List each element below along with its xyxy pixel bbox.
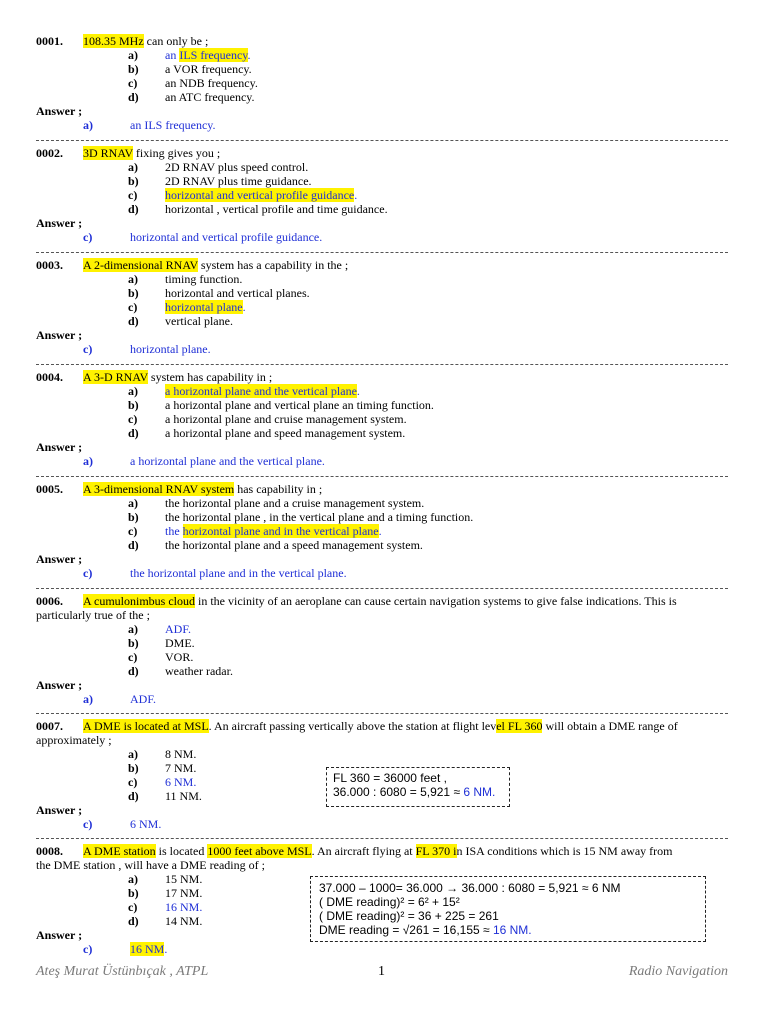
option-text: 2D RNAV plus speed control. — [165, 160, 309, 174]
option-text: an ILS frequency. — [165, 48, 251, 62]
question-text: A 3-D RNAV system has capability in ; — [83, 370, 273, 384]
option-text: a horizontal plane and speed management system. — [165, 426, 406, 440]
option-text: an ATC frequency. — [165, 90, 255, 104]
option-label: a) — [128, 747, 138, 761]
option-label: a) — [128, 48, 138, 62]
answer-text: horizontal plane. — [130, 342, 211, 356]
option-label: c) — [128, 188, 138, 202]
answer-text: the horizontal plane and in the vertical plane. — [130, 566, 347, 580]
calculation-box — [310, 876, 706, 942]
option-text: 8 NM. — [165, 747, 197, 761]
option-text: the horizontal plane , in the vertical plane and a timing function. — [165, 510, 474, 524]
option-text: a horizontal plane and vertical plane an timing function. — [165, 398, 434, 412]
question-text: 3D RNAV fixing gives you ; — [83, 146, 221, 160]
option-text: a VOR frequency. — [165, 62, 252, 76]
answer-text: 16 NM. — [130, 942, 168, 956]
answer-title: Answer ; — [36, 803, 83, 817]
answer-label: c) — [83, 230, 93, 244]
question-number: 0007. — [36, 719, 63, 733]
option-label: d) — [128, 789, 139, 803]
option-label: b) — [128, 174, 139, 188]
option-label: a) — [128, 272, 138, 286]
calc-line: ( DME reading)² = 36 + 225 = 261 — [319, 909, 499, 923]
option-text: the horizontal plane and a cruise management system. — [165, 496, 425, 510]
question-text-continued: particularly true of the ; — [36, 608, 150, 622]
answer-label: c) — [83, 342, 93, 356]
separator — [36, 588, 728, 589]
option-label: d) — [128, 90, 139, 104]
option-text: 16 NM. — [165, 900, 203, 914]
option-text: the horizontal plane and in the vertical plane. — [165, 524, 382, 538]
question-number: 0004. — [36, 370, 63, 384]
option-text: DME. — [165, 636, 195, 650]
option-text: the horizontal plane and a speed management system. — [165, 538, 423, 552]
footer-subject: Radio Navigation — [628, 964, 728, 979]
calc-line: ( DME reading)² = 6² + 15² — [319, 895, 460, 909]
option-label: c) — [128, 412, 138, 426]
answer-title: Answer ; — [36, 552, 83, 566]
option-text: a horizontal plane and the vertical plane. — [165, 384, 360, 398]
option-label: c) — [128, 775, 138, 789]
separator — [36, 476, 728, 477]
separator — [36, 252, 728, 253]
answer-label: c) — [83, 817, 93, 831]
option-text: 17 NM. — [165, 886, 203, 900]
option-text: ADF. — [165, 622, 192, 636]
option-label: d) — [128, 914, 139, 928]
option-label: a) — [128, 872, 138, 886]
question-text: A DME is located at MSL. An aircraft passing vertically above the station at flight level FL 360 will obtain a DME range of — [83, 719, 678, 733]
option-text: horizontal and vertical planes. — [165, 286, 310, 300]
footer-author: Ateş Murat Üstünbıçak , ATPL — [36, 964, 209, 979]
option-label: b) — [128, 510, 139, 524]
separator — [36, 140, 728, 141]
answer-label: a) — [83, 692, 93, 706]
option-text: 2D RNAV plus time guidance. — [165, 174, 312, 188]
separator — [36, 838, 728, 839]
answer-text: an ILS frequency. — [130, 118, 216, 132]
answer-title: Answer ; — [36, 104, 83, 118]
option-label: c) — [128, 76, 138, 90]
calc-line: 37.000 – 1000= 36.000 → 36.000 : 6080 = 5,921 ≈ 6 NM — [319, 881, 621, 895]
calculation-box — [326, 767, 510, 807]
answer-label: c) — [83, 942, 93, 956]
separator — [36, 713, 728, 714]
option-text: 14 NM. — [165, 914, 203, 928]
answer-title: Answer ; — [36, 440, 83, 454]
answer-title: Answer ; — [36, 928, 83, 942]
page-number: 1 — [378, 964, 385, 979]
separator — [36, 364, 728, 365]
answer-title: Answer ; — [36, 328, 83, 342]
calc-line: FL 360 = 36000 feet , — [333, 771, 447, 785]
option-label: d) — [128, 664, 139, 678]
question-text-continued: approximately ; — [36, 733, 112, 747]
question-number: 0001. — [36, 34, 63, 48]
option-label: c) — [128, 900, 138, 914]
answer-text: a horizontal plane and the vertical plane. — [130, 454, 325, 468]
answer-title: Answer ; — [36, 216, 83, 230]
answer-text: 6 NM. — [130, 817, 162, 831]
calc-line: DME reading = √261 = 16,155 ≈ 16 NM. — [319, 923, 532, 937]
option-text: 7 NM. — [165, 761, 197, 775]
answer-label: c) — [83, 566, 93, 580]
answer-text: horizontal and vertical profile guidance. — [130, 230, 323, 244]
option-label: b) — [128, 886, 139, 900]
question-text-continued: the DME station , will have a DME reading of ; — [36, 858, 265, 872]
option-label: b) — [128, 286, 139, 300]
option-label: a) — [128, 384, 138, 398]
option-text: a horizontal plane and cruise management system. — [165, 412, 407, 426]
option-label: d) — [128, 538, 139, 552]
option-label: d) — [128, 426, 139, 440]
option-label: a) — [128, 160, 138, 174]
option-label: a) — [128, 496, 138, 510]
option-label: b) — [128, 761, 139, 775]
option-label: a) — [128, 622, 138, 636]
option-text: VOR. — [165, 650, 194, 664]
option-label: d) — [128, 314, 139, 328]
option-label: b) — [128, 398, 139, 412]
question-text: 108.35 MHz can only be ; — [83, 34, 209, 48]
option-text: 6 NM. — [165, 775, 197, 789]
question-text: A 3-dimensional RNAV system has capability in ; — [83, 482, 323, 496]
option-label: c) — [128, 650, 138, 664]
option-label: c) — [128, 524, 138, 538]
option-label: b) — [128, 62, 139, 76]
option-text: weather radar. — [165, 664, 233, 678]
question-number: 0003. — [36, 258, 63, 272]
option-text: horizontal plane. — [165, 300, 246, 314]
option-label: c) — [128, 300, 138, 314]
calc-line: 36.000 : 6080 = 5,921 ≈ 6 NM. — [333, 785, 496, 799]
option-text: horizontal , vertical profile and time guidance. — [165, 202, 388, 216]
question-number: 0005. — [36, 482, 63, 496]
option-label: b) — [128, 636, 139, 650]
answer-label: a) — [83, 118, 93, 132]
question-number: 0006. — [36, 594, 63, 608]
option-text: an NDB frequency. — [165, 76, 258, 90]
option-text: horizontal and vertical profile guidance. — [165, 188, 358, 202]
answer-text: ADF. — [130, 692, 157, 706]
option-text: 11 NM. — [165, 789, 202, 803]
question-text: A DME station is located 1000 feet above MSL. An aircraft flying at FL 370 in ISA conditions which is 15 NM away from — [83, 844, 673, 858]
question-number: 0008. — [36, 844, 63, 858]
option-text: vertical plane. — [165, 314, 233, 328]
option-label: d) — [128, 202, 139, 216]
option-text: 15 NM. — [165, 872, 203, 886]
answer-label: a) — [83, 454, 93, 468]
question-number: 0002. — [36, 146, 63, 160]
answer-title: Answer ; — [36, 678, 83, 692]
question-text: A 2-dimensional RNAV system has a capability in the ; — [83, 258, 349, 272]
question-text: A cumulonimbus cloud in the vicinity of an aeroplane can cause certain navigation systems to give false indications. This is — [83, 594, 677, 608]
option-text: timing function. — [165, 272, 243, 286]
